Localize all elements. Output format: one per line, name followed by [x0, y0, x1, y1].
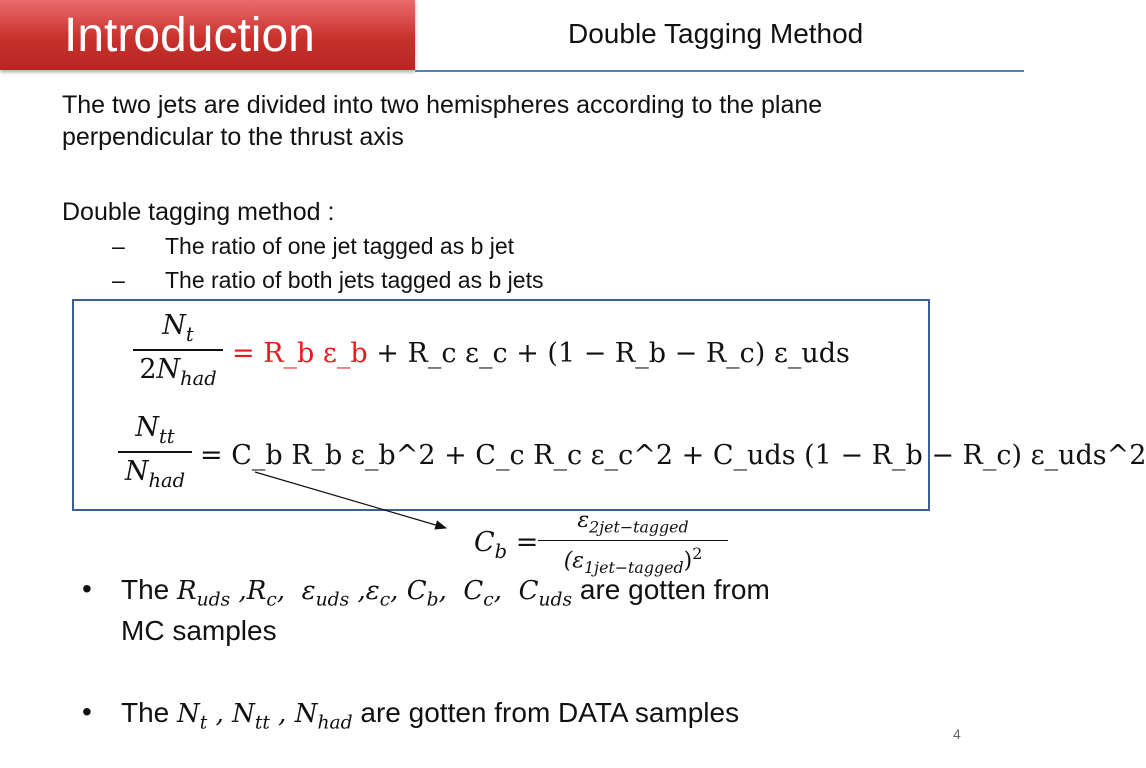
intro-line-1: The two jets are divided into two hemispheres according to the plane: [62, 91, 823, 119]
method-heading: Double tagging method :: [62, 198, 335, 226]
slide-title: Introduction: [64, 9, 315, 62]
fraction-bar: [538, 540, 728, 541]
cb-def-denominator: $(\varepsilon_{1jet-tagged})^2$: [563, 543, 703, 577]
bullet-2: The $N_t$ , $N_{tt}$ , $N_{had}$ are gotten from DATA samples: [121, 697, 740, 734]
page-number: 4: [953, 726, 961, 742]
dash-marker: –: [112, 233, 125, 259]
eq2-rhs: = C_b R_b ε_b^2 + C_c R_c ε_c^2 + C_uds (1 − R_b − R_c) ε_uds^2: [200, 440, 1146, 471]
eq1-rhs-rest: + R_c ε_c + (1 − R_b − R_c) ε_uds: [376, 338, 850, 369]
eq1-rhs-highlight: = R_b ε_b: [232, 338, 368, 369]
eq2-denominator: $N_{had}$: [124, 455, 186, 492]
data-symbols: $N_t$ , $N_{tt}$ , $N_{had}$: [177, 699, 353, 734]
bullet-1-line-1: The $R_{uds}$ $,R_c$, $\varepsilon_{uds}$ $,\varepsilon_c$, $C_b$, $C_c$, $C_{uds}$ are gotten from: [121, 574, 770, 611]
mc-symbols: $R_{uds}$ $,R_c$, $\varepsilon_{uds}$ $,\varepsilon_c$, $C_b$, $C_c$, $C_{uds}$: [177, 576, 573, 611]
dash-marker: –: [112, 267, 125, 293]
method-item-1: The ratio of one jet tagged as b jet: [165, 233, 515, 259]
intro-line-2: perpendicular to the thrust axis: [62, 123, 404, 151]
bullet-marker: •: [82, 696, 92, 727]
bullet-1-line-2: MC samples: [121, 615, 277, 646]
cb-def-lhs: $C_b$ =: [474, 527, 539, 563]
bullet-marker: •: [82, 573, 92, 604]
eq1-numerator: $N_t$: [162, 310, 194, 346]
eq1-denominator: $2N_{had}$: [139, 353, 217, 390]
slide-subtitle: Double Tagging Method: [568, 18, 864, 49]
cb-def-fraction: [538, 508, 728, 577]
cb-def-numerator: $\varepsilon_{2jet-tagged}$: [577, 508, 689, 537]
method-item-2: The ratio of both jets tagged as b jets: [165, 267, 544, 293]
eq2-numerator: $N_{tt}$: [135, 412, 175, 448]
